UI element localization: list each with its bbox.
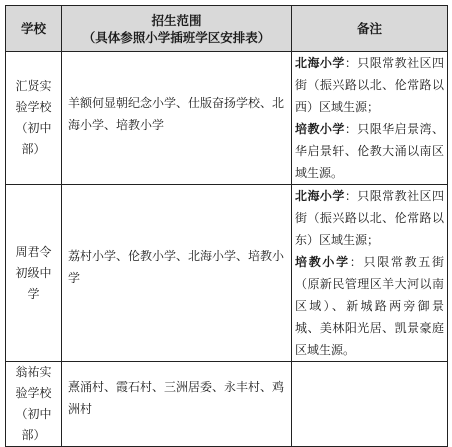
note-text: ：只限华启景湾、华启景轩、伦教大涌以南区域生源。 (295, 122, 444, 180)
table-row (6, 362, 448, 447)
note-label: 培教小学 (295, 122, 345, 136)
school-cell: 汇贤实验学校（初中部） (6, 52, 62, 185)
scope-cell: 荔村小学、伦教小学、北海小学、培教小学 (62, 185, 292, 362)
header-row (6, 6, 448, 52)
header-notes: 备注 (292, 6, 448, 52)
table-row (6, 185, 448, 362)
note-item (295, 118, 444, 184)
scope-cell: 熹涌村、霞石村、三洲居委、永丰村、鸡洲村 (62, 362, 292, 447)
header-scope (62, 6, 292, 52)
note-label: 北海小学 (295, 56, 345, 70)
note-text: ：只限常教社区四街（振兴路以北、伦常路以西）区域生源； (295, 56, 444, 114)
table-row (6, 52, 448, 185)
school-cell: 翁祐实验学校（初中部） (6, 362, 62, 447)
note-item (295, 52, 444, 118)
notes-cell (292, 185, 448, 362)
notes-cell (292, 362, 448, 447)
note-text: ：只限常教社区四街（振兴路以北、伦常路以东）区域生源； (295, 189, 444, 247)
note-label: 北海小学 (295, 189, 345, 203)
school-cell: 周君令初级中学 (6, 185, 62, 362)
header-school: 学校 (6, 6, 62, 52)
header-scope-title: 招生范围 (151, 12, 202, 28)
enrollment-table (5, 5, 448, 447)
scope-cell: 羊额何显朝纪念小学、仕版奋扬学校、北海小学、培教小学 (62, 52, 292, 185)
note-item (295, 251, 444, 361)
note-label: 培教小学 (295, 255, 350, 269)
note-text: ：只限常教五街（原新民管理区羊大河以南区域）、新城路两旁御景城、美林阳光居、凯景豪庭区域生源。 (295, 255, 444, 357)
header-scope-subtitle: （具体参照小学插班学区安排表） (82, 29, 271, 45)
note-item (295, 185, 444, 251)
notes-cell (292, 52, 448, 185)
